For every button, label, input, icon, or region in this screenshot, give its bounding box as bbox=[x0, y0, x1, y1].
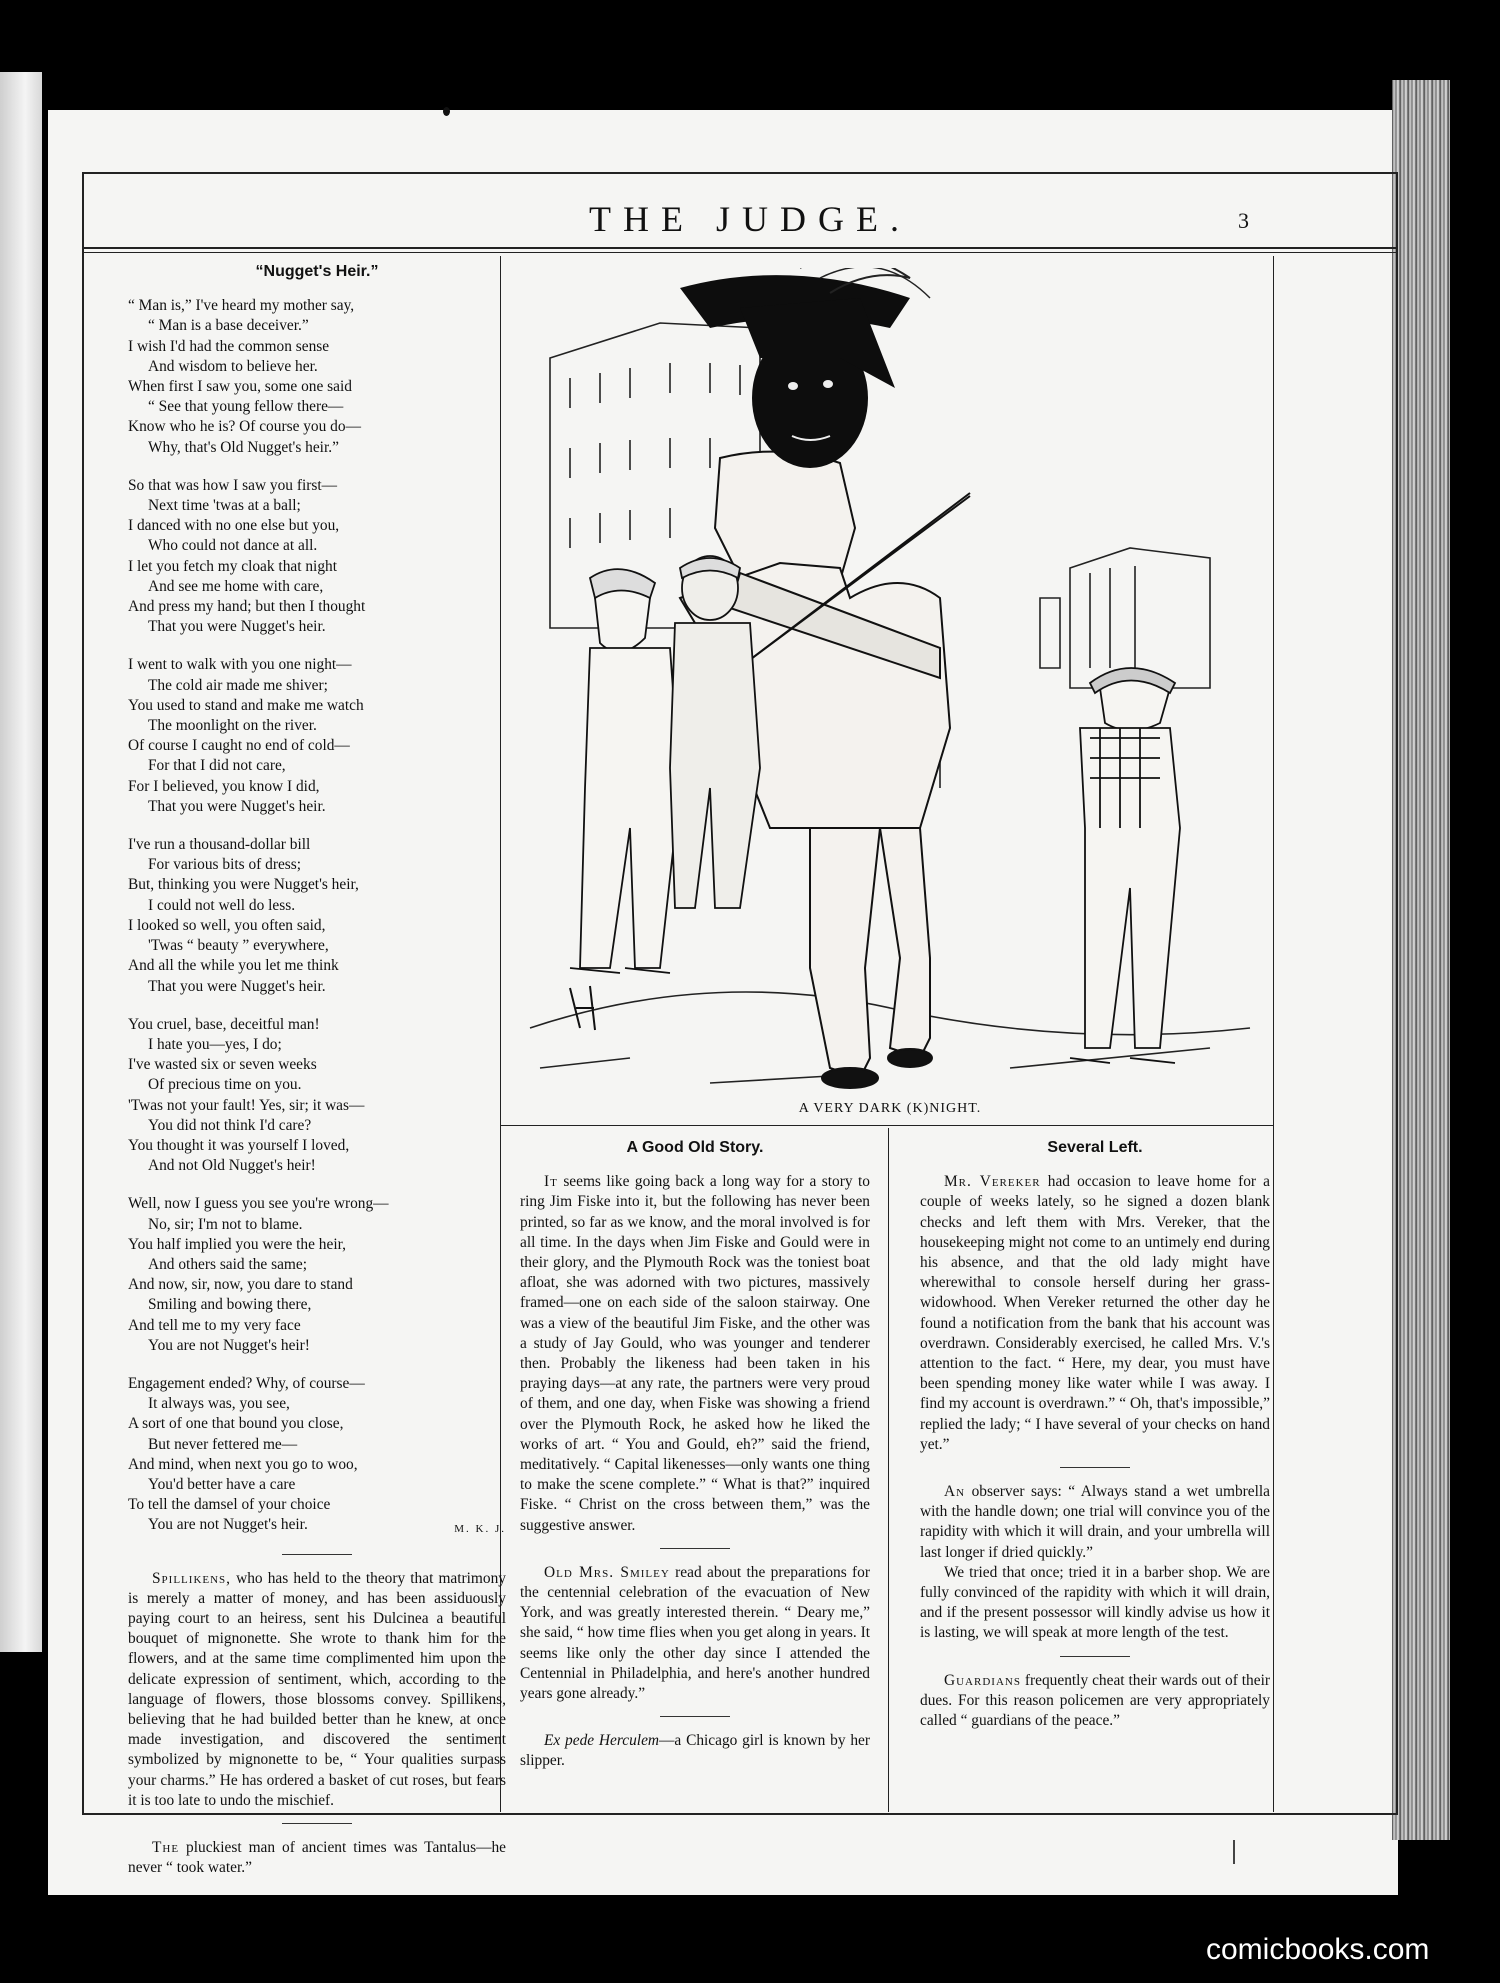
poem-stanza bbox=[128, 1015, 506, 1177]
poem-title: “Nugget's Heir.” bbox=[255, 263, 379, 280]
story-title: Several Left. bbox=[1047, 1139, 1143, 1156]
lead-phrase: Ex pede Herculem bbox=[544, 1732, 660, 1750]
paragraph-text: who has held to the theory that matrimony is merely a matter of money, and has been assiduously paying court to an heiress, sent his Dulcinea a beautiful bouquet of mignonette. She wrote to thank him for the flowers, and at the same time complimented him upon the delicate expression of sentiment, which, according to the language of flowers, those blossoms convey. Spillikens, believing that he had builded better than he knew, at once made investigation, and discovered the sentiment symbolized by mignonette to be, “ Your qualities surpass your charms.” He has ordered a basket of cut roses, but fears it is too late to undo the mischief. bbox=[128, 1569, 506, 1809]
middle-column bbox=[520, 1134, 870, 1772]
smiley-paragraph bbox=[520, 1563, 870, 1704]
poem-stanza bbox=[128, 835, 506, 997]
poem-line: Next time 'twas at a ball; bbox=[148, 497, 301, 515]
poem-line: “ Man is,” I've heard my mother say, bbox=[128, 297, 355, 315]
poem-body bbox=[128, 296, 506, 1535]
poem-stanza bbox=[128, 296, 506, 458]
facing-page-edge bbox=[0, 72, 42, 1652]
poem-line: I danced with no one else but you, bbox=[128, 517, 340, 535]
spillikens-paragraph bbox=[128, 1569, 506, 1811]
separator bbox=[282, 1823, 352, 1824]
poem-line: No, sir; I'm not to blame. bbox=[148, 1215, 303, 1233]
lead-word: Mr. Vereker bbox=[944, 1173, 1041, 1191]
poem-line: It always was, you see, bbox=[148, 1395, 290, 1413]
watermark: comicbooks.com bbox=[1206, 1933, 1430, 1966]
poem-line: “ Man is a base deceiver.” bbox=[148, 317, 309, 335]
poem-line: You thought it was yourself I loved, bbox=[128, 1136, 350, 1154]
poem-line: I looked so well, you often said, bbox=[128, 916, 326, 934]
ex-pede-paragraph bbox=[520, 1731, 870, 1771]
poem-line: And wisdom to believe her. bbox=[148, 357, 318, 375]
poem-line: Engagement ended? Why, of course— bbox=[128, 1374, 365, 1392]
lead-word: Guardians bbox=[944, 1671, 1021, 1689]
poem-line: 'Twas not your fault! Yes, sir; it was— bbox=[128, 1096, 365, 1114]
poem-line: A sort of one that bound you close, bbox=[128, 1415, 344, 1433]
vereker-paragraph bbox=[920, 1172, 1270, 1455]
poem-line: But never fettered me— bbox=[148, 1435, 298, 1453]
page-mark bbox=[1233, 1840, 1235, 1864]
masthead-rule bbox=[84, 247, 1396, 249]
page-number: 3 bbox=[1238, 208, 1249, 233]
poem-line: Well, now I guess you see you're wrong— bbox=[128, 1195, 389, 1213]
tried-paragraph: We tried that once; tried it in a barber shop. We are fully convinced of the rapidity with which it will drain, and if the present possessor will kindly advise us how it is lasting, we will speak at more length of the test. bbox=[920, 1563, 1270, 1642]
lead-word: Spillikens, bbox=[152, 1569, 232, 1587]
poem-line: The cold air made me shiver; bbox=[148, 676, 328, 694]
poem-line: For I believed, you know I did, bbox=[128, 777, 320, 795]
poem-line: And others said the same; bbox=[148, 1255, 308, 1273]
poem-line: And mind, when next you go to woo, bbox=[128, 1455, 358, 1473]
poem-line: But, thinking you were Nugget's heir, bbox=[128, 876, 359, 894]
paragraph-text: —a Chicago girl is known by her slipper. bbox=[520, 1732, 870, 1770]
poem-line: Who could not dance at all. bbox=[148, 537, 318, 555]
poem-line: And tell me to my very face bbox=[128, 1316, 301, 1334]
masthead-rule-thin bbox=[84, 252, 1396, 253]
cartoon-caption: A VERY DARK (K)NIGHT. bbox=[798, 1101, 982, 1116]
poem-stanza bbox=[128, 1374, 506, 1536]
poem-line: Of course I caught no end of cold— bbox=[128, 737, 350, 755]
poem-line: When first I saw you, some one said bbox=[128, 378, 352, 396]
poem-line: To tell the damsel of your choice bbox=[128, 1496, 331, 1514]
separator bbox=[1060, 1467, 1130, 1468]
cartoon-bottom-rule bbox=[500, 1125, 1273, 1126]
poem-line: You'd better have a care bbox=[148, 1475, 296, 1493]
poem-stanza bbox=[128, 655, 506, 817]
poem-line: I could not well do less. bbox=[148, 896, 296, 914]
poem-line: For that I did not care, bbox=[148, 757, 286, 775]
guardians-paragraph bbox=[920, 1671, 1270, 1732]
poem-line: Smiling and bowing there, bbox=[148, 1296, 312, 1314]
cartoon-right-rule bbox=[1273, 256, 1274, 1812]
poem-line: I've wasted six or seven weeks bbox=[128, 1056, 317, 1074]
cartoon-illustration bbox=[510, 268, 1270, 1098]
left-column bbox=[128, 258, 506, 1878]
poem-line: I went to walk with you one night— bbox=[128, 656, 352, 674]
poem-line: And now, sir, now, you dare to stand bbox=[128, 1276, 353, 1294]
poem-line: That you were Nugget's heir. bbox=[148, 618, 326, 636]
poem-line: You are not Nugget's heir! bbox=[148, 1336, 310, 1354]
poem-line: I let you fetch my cloak that night bbox=[128, 557, 337, 575]
paragraph-text: had occasion to leave home for a couple of weeks lately, so he signed a dozen blank checks and left them with Mrs. Vereker, that the housekeeping might not come to an untimely end during his absence, and that the old lady might have wherewithal to console herself during her grass-widowhood. When Vereker returned the other day he found a notification from the bank that his account was overdrawn. Considerably exercised, he called Mrs. V.'s attention to the fact. “ Here, my dear, you must have been spending money like water while I was away. I find my account is overdrawn.” “ Oh, that's impossible,” replied the lady; “ I have several of your checks on hand yet.” bbox=[920, 1173, 1270, 1453]
poem-line: The moonlight on the river. bbox=[148, 717, 317, 735]
paragraph-text: frequently cheat their wards out of their dues. For this reason policemen are very appropriately called “ guardians of the peace.” bbox=[920, 1671, 1270, 1730]
book-page-edges bbox=[1392, 80, 1450, 1840]
poem-line: For various bits of dress; bbox=[148, 856, 302, 874]
tantalus-paragraph bbox=[128, 1838, 506, 1878]
poem-line: I wish I'd had the common sense bbox=[128, 337, 330, 355]
separator bbox=[282, 1554, 352, 1555]
paragraph-text: pluckiest man of ancient times was Tantalus—he never “ took water.” bbox=[128, 1839, 506, 1877]
poem-line: And not Old Nugget's heir! bbox=[148, 1157, 316, 1175]
poem-line: And all the while you let me think bbox=[128, 957, 339, 975]
story-title: A Good Old Story. bbox=[626, 1139, 764, 1156]
poem-line: Of precious time on you. bbox=[148, 1076, 302, 1094]
poem-line: I hate you—yes, I do; bbox=[148, 1035, 282, 1053]
poem-line: You used to stand and make me watch bbox=[128, 696, 364, 714]
good-old-story-paragraph bbox=[520, 1172, 870, 1536]
paragraph-text: observer says: “ Always stand a wet umbrella with the handle down; one trial will convince you of the rapidity with which it will drain, and your umbrella will last longer if dried quickly.” bbox=[920, 1483, 1270, 1561]
separator bbox=[660, 1548, 730, 1549]
poem-line: 'Twas “ beauty ” everywhere, bbox=[148, 937, 329, 955]
poem-stanza bbox=[128, 476, 506, 638]
poem-line: That you were Nugget's heir. bbox=[148, 797, 326, 815]
binding-hole bbox=[443, 107, 450, 116]
poem-line: So that was how I saw you first— bbox=[128, 476, 338, 494]
masthead-title: THE JUDGE. bbox=[589, 199, 911, 239]
poem-line: And see me home with care, bbox=[148, 577, 324, 595]
poem-line: You did not think I'd care? bbox=[148, 1116, 312, 1134]
lead-word: It bbox=[544, 1173, 558, 1191]
poem-line: You cruel, base, deceitful man! bbox=[128, 1015, 320, 1033]
poem-line: And press my hand; but then I thought bbox=[128, 598, 366, 616]
poem-line: Why, that's Old Nugget's heir.” bbox=[148, 438, 339, 456]
right-column bbox=[920, 1134, 1270, 1731]
separator bbox=[660, 1716, 730, 1717]
lead-word: The bbox=[152, 1839, 180, 1857]
lead-word: Old Mrs. Smiley bbox=[544, 1563, 670, 1581]
column-divider-right bbox=[888, 1128, 889, 1812]
poem-line: I've run a thousand-dollar bill bbox=[128, 836, 311, 854]
lead-word: An bbox=[944, 1483, 966, 1501]
poem-line: Know who he is? Of course you do— bbox=[128, 418, 361, 436]
poem-signature: M. K. J. bbox=[454, 1523, 506, 1536]
poem-stanza bbox=[128, 1194, 506, 1356]
observer-paragraph bbox=[920, 1482, 1270, 1563]
poem-line: You half implied you were the heir, bbox=[128, 1235, 346, 1253]
poem-line: “ See that young fellow there— bbox=[148, 398, 344, 416]
paragraph-text: seems like going back a long way for a story to ring Jim Fiske into it, but the following has never been printed, so far as we know, and the moral involved is for all time. In the days when Jim Fiske and Gould were in their glory, and the Plymouth Rock was the toniest boat afloat, she was adorned with two pictures, massively framed—one on each side of the saloon stairway. One was a view of the beautiful Jim Fiske, and the other was a study of Jay Gould, who was younger and tenderer then. Probably the likeness had been taken in his praying days—at any rate, the partners were very proud of them, and one day, when Fiske was showing a friend over the Plymouth Rock, he asked how he liked the works of art. “ You and Gould, eh?” said the friend, meditatively. “ Capital likenesses—only wants one thing to make the scene complete.” “ What is that?” inquired Fiske. “ Christ on the cross between them,” was the suggestive answer. bbox=[520, 1173, 870, 1534]
paragraph-text: read about the preparations for the centennial celebration of the evacuation of New York, and was greatly interested therein. “ Deary me,” she said, “ how time flies when you get along in years. It seems like only the other day since I attended the Centennial in Philadelphia, and here's another hundred years gone already.” bbox=[520, 1563, 870, 1703]
poem-line: You are not Nugget's heir. M. K. J. bbox=[128, 1515, 506, 1535]
poem-line: That you were Nugget's heir. bbox=[148, 977, 326, 995]
separator bbox=[1060, 1656, 1130, 1657]
